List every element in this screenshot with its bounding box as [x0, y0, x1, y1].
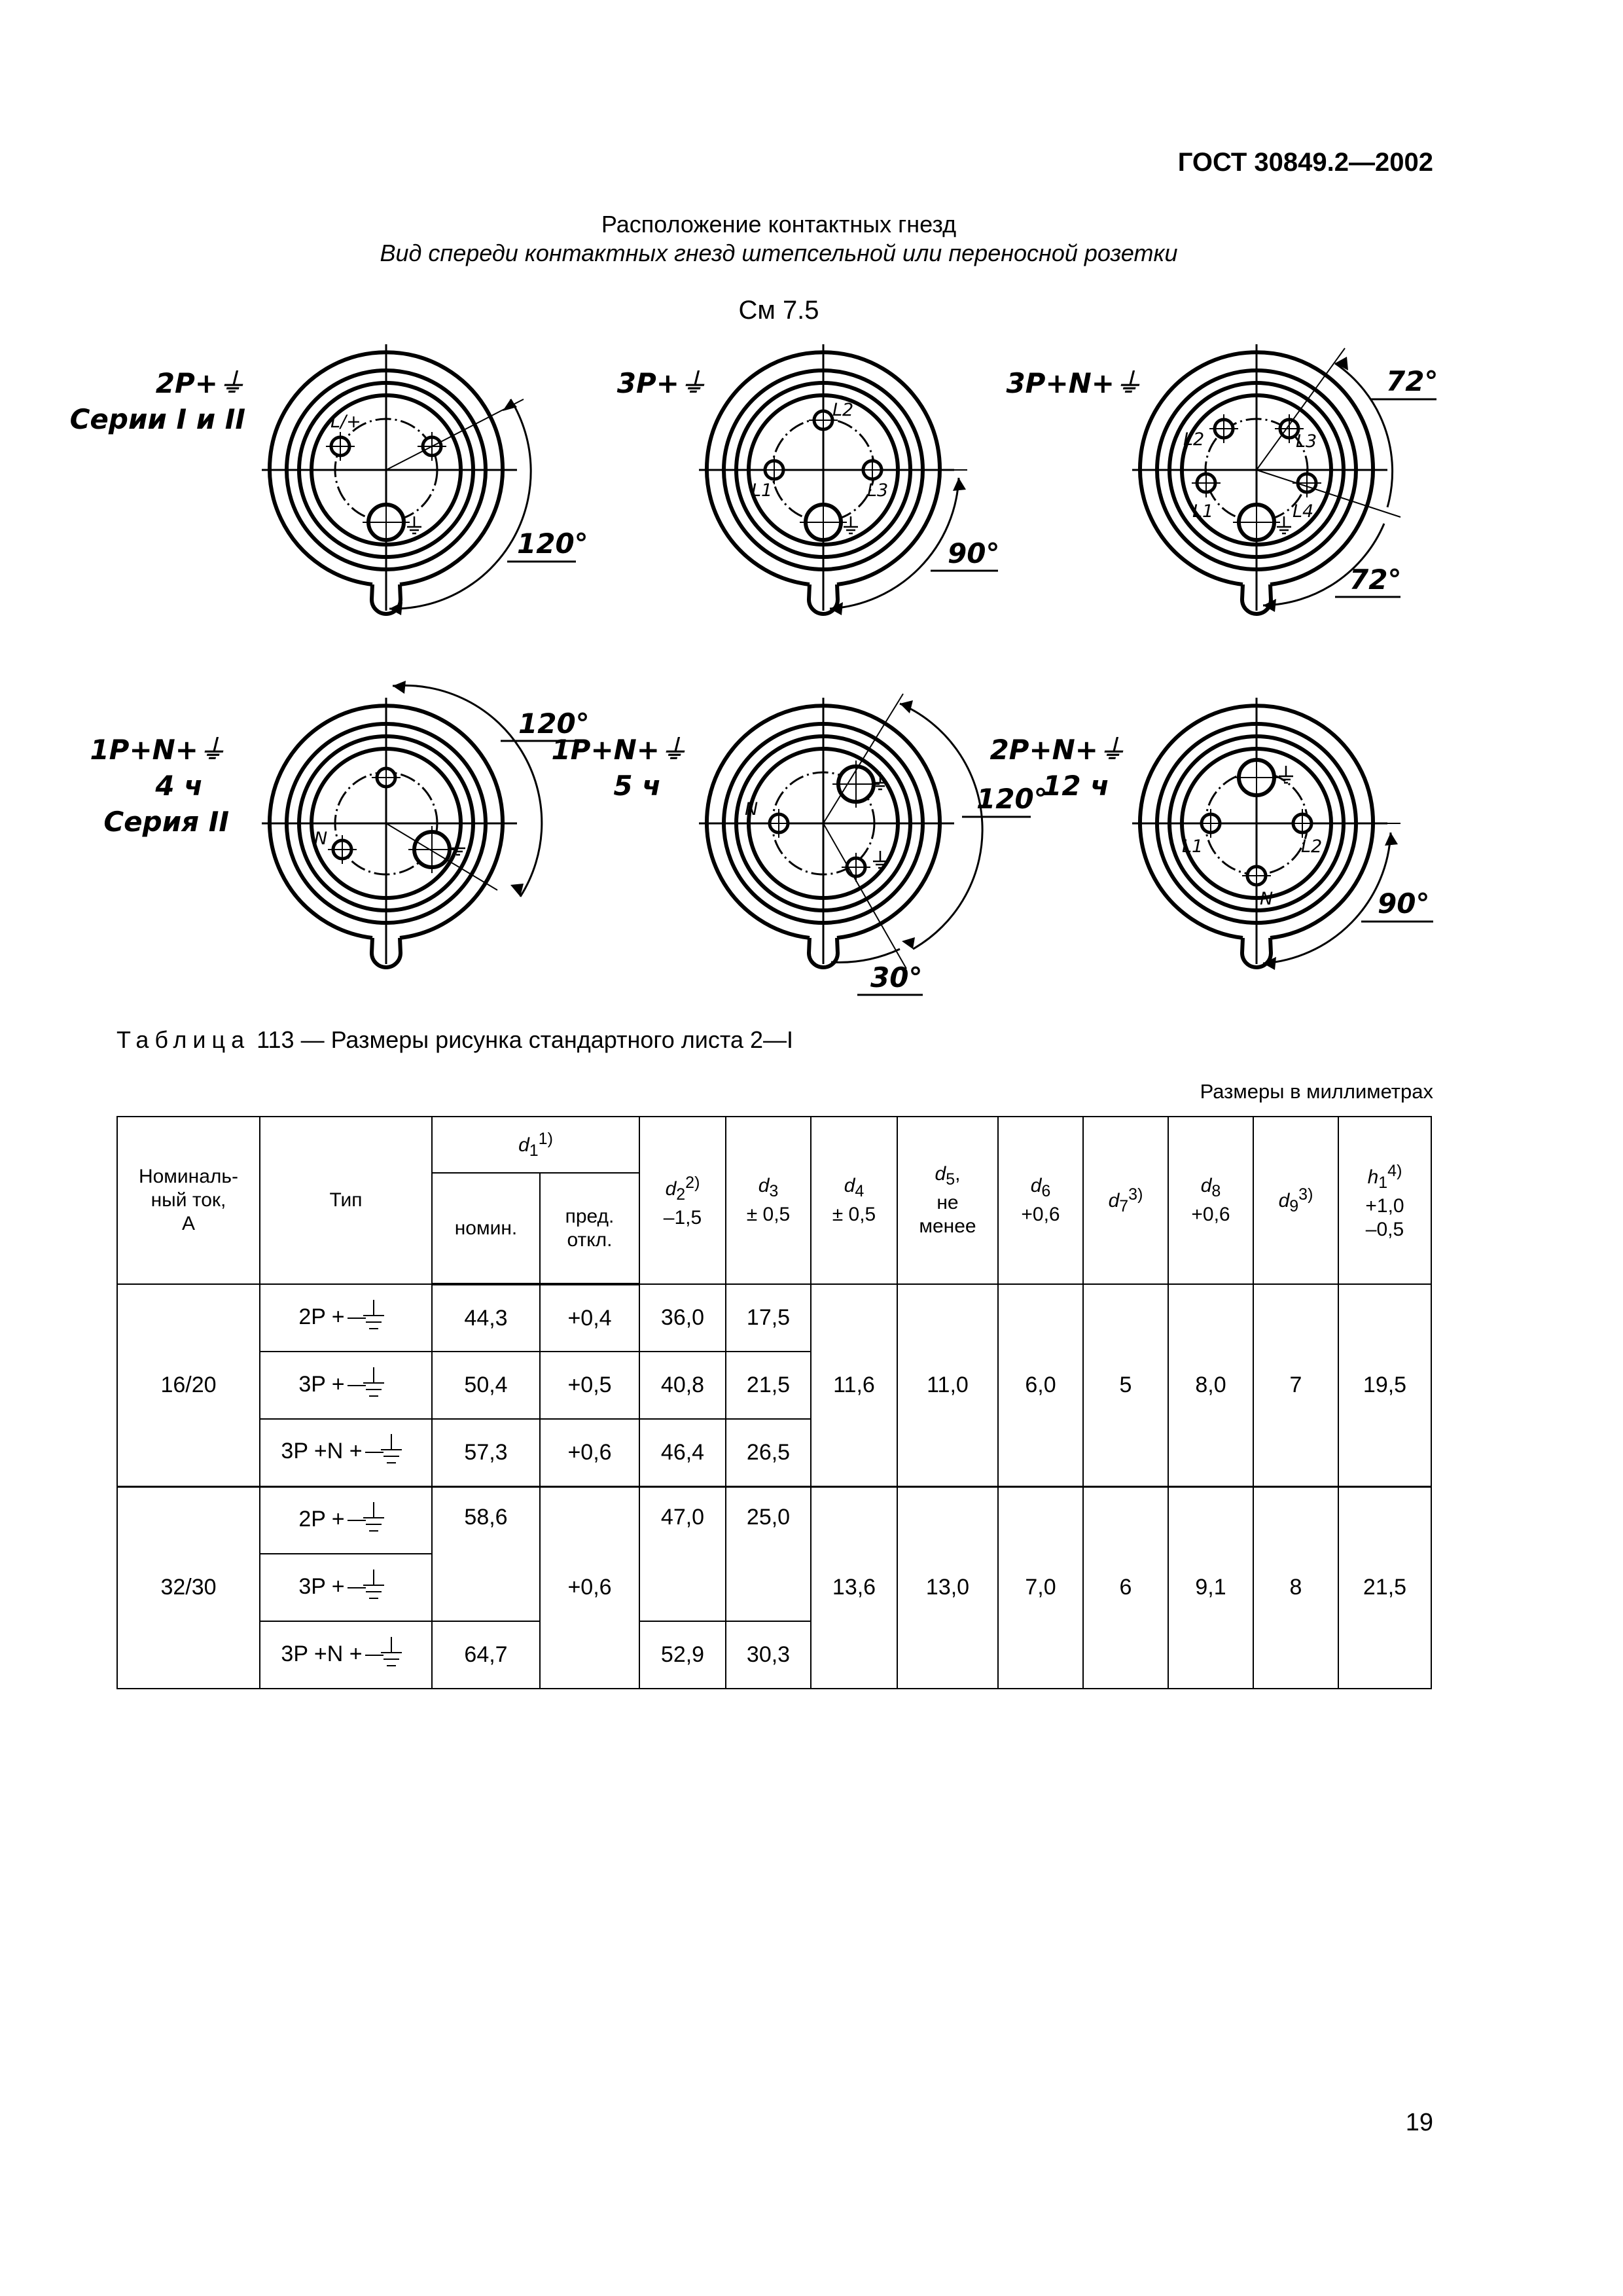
- d2-cell: 52,9: [639, 1621, 726, 1689]
- d4-cell: 11,6: [811, 1284, 897, 1486]
- header-d9: $d_9^{3)}$: [1253, 1117, 1338, 1284]
- table-title: [116, 1026, 793, 1054]
- contact-label: L2: [1183, 429, 1205, 450]
- diagram-label: 4 ч: [155, 770, 203, 802]
- header-type: Тип: [260, 1117, 432, 1284]
- table-title-prefix: Таблица: [116, 1026, 251, 1053]
- d1-dev-cell: +0,5: [540, 1352, 639, 1419]
- angle-label: 90°: [1378, 888, 1430, 920]
- header-d1-dev: пред. откл.: [540, 1173, 639, 1284]
- contact-layout-figure: [0, 0, 1623, 1021]
- d1-nom-cell: 50,4: [432, 1352, 540, 1419]
- type-cell: 3P +N +: [260, 1621, 432, 1689]
- d1-dev-cell: +0,6: [540, 1486, 639, 1689]
- d3-cell: 25,0: [726, 1486, 811, 1621]
- d1-nom-cell: 57,3: [432, 1419, 540, 1486]
- diagram-label: 1P+N+⏚: [551, 734, 687, 766]
- header-h1: $h_1^{4)}$ +1,0 –0,5: [1338, 1117, 1431, 1284]
- d2-cell: 46,4: [639, 1419, 726, 1486]
- header-rated-current: Номиналь- ный ток, А: [117, 1117, 260, 1284]
- d7-cell: 6: [1083, 1486, 1168, 1689]
- contact-label: N: [1260, 889, 1274, 909]
- earth-symbol-icon: [365, 1634, 411, 1676]
- earth-symbol-icon: [348, 1499, 393, 1541]
- earth-symbol-icon: [348, 1365, 393, 1407]
- contact-label: L2: [1301, 836, 1323, 857]
- d6-cell: 7,0: [998, 1486, 1083, 1689]
- figure-caption: Расположение контактных гнезд: [601, 211, 957, 238]
- d3-cell: 21,5: [726, 1352, 811, 1419]
- d1-nom-cell: 44,3: [432, 1284, 540, 1352]
- d8-cell: 9,1: [1168, 1486, 1253, 1689]
- d5-cell: 11,0: [897, 1284, 998, 1486]
- angle-label: 30°: [870, 961, 923, 994]
- header-d1-nom: номин.: [432, 1173, 540, 1284]
- diagram-label: 2P+N+⏚: [990, 734, 1126, 766]
- table-units: Размеры в миллиметрах: [1200, 1080, 1433, 1103]
- angle-label: 120°: [518, 708, 590, 740]
- header-d7: $d_7^{3)}$: [1083, 1117, 1168, 1284]
- d8-cell: 8,0: [1168, 1284, 1253, 1486]
- d2-cell: 36,0: [639, 1284, 726, 1352]
- diagram-2p-n-e-12h: [990, 698, 1433, 970]
- diagram-2p-e: [70, 344, 588, 615]
- angle-label: 72°: [1386, 365, 1438, 397]
- d6-cell: 6,0: [998, 1284, 1083, 1486]
- d7-cell: 5: [1083, 1284, 1168, 1486]
- angle-label: 90°: [948, 537, 1000, 569]
- d1-dev-cell: +0,6: [540, 1419, 639, 1486]
- earth-symbol-icon: [348, 1297, 393, 1339]
- diagram-label: 3P+⏚: [616, 367, 707, 399]
- diagram-1p-n-e-5h: [551, 694, 1047, 995]
- figure-subcaption: Вид спереди контактных гнезд штепсельной или переносной розетки: [380, 240, 1178, 266]
- diagram-1p-n-e-4h: [90, 681, 589, 967]
- angle-label: 120°: [517, 528, 588, 560]
- contact-label: L1: [1192, 501, 1214, 522]
- header-d6: $d_6$ +0,6: [998, 1117, 1083, 1284]
- type-cell: 3P +: [260, 1352, 432, 1419]
- diagram-label: Серии I и II: [69, 403, 245, 435]
- d1-nom-cell: 58,6: [432, 1486, 540, 1621]
- h1-cell: 19,5: [1338, 1284, 1431, 1486]
- d5-cell: 13,0: [897, 1486, 998, 1689]
- diagram-label: 1P+N+⏚: [90, 734, 226, 766]
- type-cell: 2P +: [260, 1486, 432, 1554]
- diagram-label: 3P+N+⏚: [1006, 367, 1142, 399]
- d2-cell: 47,0: [639, 1486, 726, 1621]
- table-row: [117, 1486, 1431, 1554]
- angle-label: 120°: [976, 783, 1048, 815]
- d9-cell: 8: [1253, 1486, 1338, 1689]
- header-d4: $d_4$ ± 0,5: [811, 1117, 897, 1284]
- diagram-label: 12 ч: [1043, 770, 1109, 802]
- contact-label: N: [745, 799, 758, 819]
- type-cell: 2P +: [260, 1284, 432, 1352]
- d3-cell: 26,5: [726, 1419, 811, 1486]
- d3-cell: 17,5: [726, 1284, 811, 1352]
- contact-label: L/+: [330, 412, 361, 432]
- earth-symbol-icon: [365, 1431, 411, 1473]
- contact-label: L1: [751, 480, 773, 501]
- header-d8: $d_8$ +0,6: [1168, 1117, 1253, 1284]
- page-number: 19: [1405, 2109, 1433, 2136]
- h1-cell: 21,5: [1338, 1486, 1431, 1689]
- diagram-label: Серия II: [103, 806, 229, 838]
- contact-label: L3: [867, 480, 889, 501]
- type-cell: 3P +: [260, 1554, 432, 1621]
- type-cell: 3P +N +: [260, 1419, 432, 1486]
- d1-dev-cell: +0,4: [540, 1284, 639, 1352]
- header-d2: $d_2^{2)}$ –1,5: [639, 1117, 726, 1284]
- angle-label: 72°: [1349, 564, 1402, 596]
- diagram-3p-e: [617, 344, 1000, 615]
- d2-cell: 40,8: [639, 1352, 726, 1419]
- figure-reference: См 7.5: [738, 296, 819, 325]
- header-d1: $d_1^{1)}$: [432, 1117, 639, 1173]
- d4-cell: 13,6: [811, 1486, 897, 1689]
- contact-label: L4: [1293, 501, 1314, 522]
- current-cell: 32/30: [117, 1486, 260, 1689]
- diagram-label: 2P+⏚: [155, 367, 245, 399]
- current-cell: 16/20: [117, 1284, 260, 1486]
- contact-label: L3: [1296, 431, 1317, 452]
- earth-symbol-icon: [348, 1567, 393, 1609]
- header-d5: $d_5$, не менее: [897, 1117, 998, 1284]
- d1-nom-cell: 64,7: [432, 1621, 540, 1689]
- standard-identifier: ГОСТ 30849.2—2002: [1177, 148, 1433, 177]
- contact-label: L2: [832, 400, 854, 420]
- table-title-text: 113 — Размеры рисунка стандартного листа 2—I: [257, 1026, 793, 1053]
- d9-cell: 7: [1253, 1284, 1338, 1486]
- dimensions-table: [116, 1116, 1432, 1689]
- diagram-label: 5 ч: [613, 770, 661, 802]
- contact-label: L1: [1182, 836, 1204, 857]
- contact-label: N: [314, 829, 328, 849]
- d3-cell: 30,3: [726, 1621, 811, 1689]
- diagram-3p-n-e: [1006, 344, 1438, 614]
- table-row: [117, 1284, 1431, 1352]
- header-d3: $d_3$ ± 0,5: [726, 1117, 811, 1284]
